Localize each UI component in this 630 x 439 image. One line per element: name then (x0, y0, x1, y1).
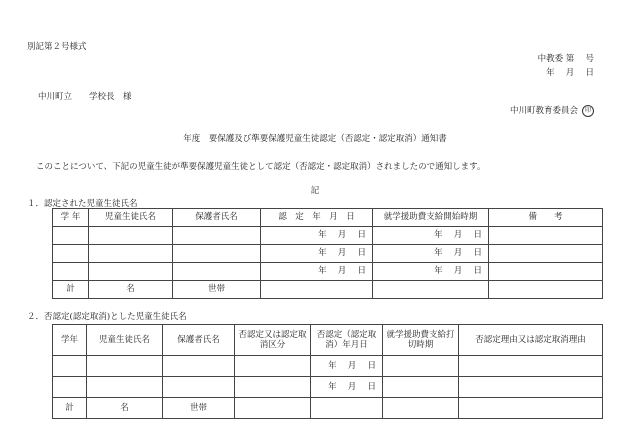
table-cell (311, 398, 383, 419)
count-label: 名 (89, 281, 173, 299)
issue-date: 年 月 日 (546, 68, 594, 78)
addressee: 中川町立 学校長 様 (38, 92, 132, 102)
total-label: 計 (53, 281, 89, 299)
date-cell: 年 月 日 (261, 227, 373, 245)
header-cell: 否認定又は認定取消区分 (235, 325, 311, 356)
table-cell (53, 227, 89, 245)
table-cell (89, 245, 173, 263)
document-title: 年度 要保護及び準要保護児童生徒認定（否認定・認定取消）通知書 (183, 134, 447, 144)
table-cell (53, 377, 87, 398)
section2-heading: ２．否認定(認定取消)とした児童生徒氏名 (27, 312, 187, 322)
table-footer-row (53, 281, 603, 299)
household-label: 世帯 (173, 281, 261, 299)
table-cell (383, 398, 459, 419)
seal-icon: 印 (582, 105, 594, 117)
table-cell (459, 356, 603, 377)
date-cell: 年 月 日 (373, 227, 489, 245)
table-cell (163, 356, 235, 377)
table-cell (459, 377, 603, 398)
table-cell (53, 356, 87, 377)
table-cell (53, 245, 89, 263)
table-cell (89, 227, 173, 245)
table-cell (459, 398, 603, 419)
table-cell (261, 281, 373, 299)
table-row (53, 263, 603, 281)
table-header-row (53, 325, 603, 356)
header-cell: 学年 (53, 325, 87, 356)
table-cell (89, 263, 173, 281)
table-footer-row (53, 398, 603, 419)
header-cell: 否認定（認定取消）年月日 (311, 325, 383, 356)
header-cell: 就学援助費支給開始時期 (373, 209, 489, 227)
date-cell: 年 月 日 (373, 245, 489, 263)
table-cell (235, 356, 311, 377)
header-cell: 学 年 (53, 209, 89, 227)
issuer-name: 中川町教育委員会 (509, 106, 578, 116)
household-label: 世帯 (163, 398, 235, 419)
form-number: 別記第２号様式 (27, 42, 87, 52)
table-cell (173, 227, 261, 245)
total-label: 計 (53, 398, 87, 419)
date-cell: 年 月 日 (373, 263, 489, 281)
date-cell: 年 月 日 (311, 356, 383, 377)
table-cell (87, 377, 163, 398)
section1-heading: １．認定された児童生徒氏名 (27, 199, 138, 209)
table-cell (163, 377, 235, 398)
table-cell (489, 281, 603, 299)
table-cell (173, 263, 261, 281)
table-row (53, 377, 603, 398)
table-cell (383, 377, 459, 398)
table-cell (173, 245, 261, 263)
table-cell (489, 263, 603, 281)
header-cell: 児童生徒氏名 (87, 325, 163, 356)
ki-heading: 記 (310, 186, 320, 196)
table-cell (373, 281, 489, 299)
header-cell: 備 考 (489, 209, 603, 227)
table-cell (489, 245, 603, 263)
table-cell (235, 377, 311, 398)
rejected-students-table (52, 324, 603, 419)
table-row (53, 245, 603, 263)
header-cell: 認 定 年 月 日 (261, 209, 373, 227)
table-cell (489, 227, 603, 245)
header-cell: 児童生徒氏名 (89, 209, 173, 227)
body-text: このことについて、下記の児童生徒が準要保護児童生徒として認定（否認定・認定取消）されましたので通知します。 (36, 162, 486, 172)
table-row (53, 227, 603, 245)
reference-number: 中教委 第 号 (537, 54, 594, 64)
header-cell: 保護者氏名 (163, 325, 235, 356)
date-cell: 年 月 日 (261, 263, 373, 281)
header-cell: 否認定理由又は認定取消理由 (459, 325, 603, 356)
approved-students-table (52, 208, 603, 299)
table-header-row (53, 209, 603, 227)
table-cell (87, 356, 163, 377)
date-cell: 年 月 日 (261, 245, 373, 263)
issuer (510, 104, 594, 117)
count-label: 名 (87, 398, 163, 419)
table-row (53, 356, 603, 377)
header-cell: 就学援助費支給打切時期 (383, 325, 459, 356)
date-cell: 年 月 日 (311, 377, 383, 398)
header-cell: 保護者氏名 (173, 209, 261, 227)
table-cell (53, 263, 89, 281)
table-cell (235, 398, 311, 419)
table-cell (383, 356, 459, 377)
